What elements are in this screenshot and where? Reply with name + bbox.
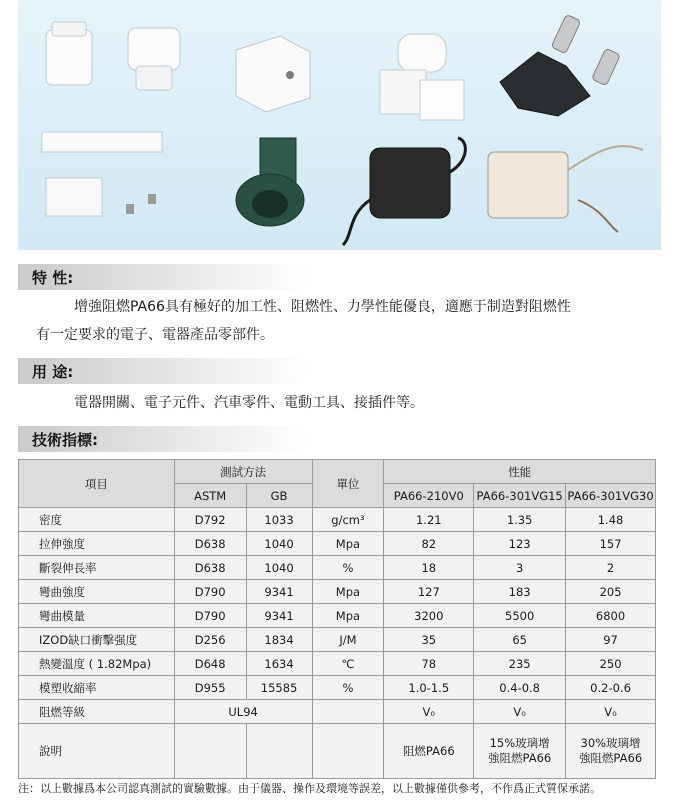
row-astm: D792 <box>174 508 246 532</box>
small-parts-icon <box>46 178 156 216</box>
row-astm: D648 <box>174 652 246 676</box>
row-gb: 15585 <box>246 676 312 700</box>
row-value-3: 157 <box>566 532 656 556</box>
lamp-holder-icon <box>46 22 180 90</box>
flame-value-3: V₀ <box>566 700 656 724</box>
flame-unit <box>312 700 384 724</box>
row-gb: 9341 <box>246 580 312 604</box>
row-value-3: 2 <box>566 556 656 580</box>
row-unit: % <box>312 556 384 580</box>
features-heading: 特 性: <box>32 269 74 287</box>
row-value-2: 235 <box>474 652 566 676</box>
table-row <box>19 628 656 652</box>
row-value-1: 35 <box>384 628 474 652</box>
row-value-3: 205 <box>566 580 656 604</box>
row-value-1: 82 <box>384 532 474 556</box>
header-grade-2: PA66-301VG15 <box>474 484 566 508</box>
table-header-row <box>19 460 656 484</box>
table-row <box>19 508 656 532</box>
usage-heading: 用 途: <box>32 363 74 381</box>
row-astm: D790 <box>174 604 246 628</box>
header-test-method: 測試方法 <box>174 460 312 484</box>
desc-value-2: 15%玻璃增 強阻燃PA66 <box>474 724 566 779</box>
features-line-2: 有一定要求的電子、電器產品零部件。 <box>36 327 274 343</box>
header-unit: 單位 <box>312 460 384 508</box>
green-part-icon <box>236 138 304 226</box>
header-grade-1: PA66-210V0 <box>384 484 474 508</box>
header-grade-3: PA66-301VG30 <box>566 484 656 508</box>
row-value-1: 18 <box>384 556 474 580</box>
row-astm: D790 <box>174 580 246 604</box>
desc-unit <box>312 724 384 779</box>
row-name: 彎曲模量 <box>19 604 175 628</box>
row-astm: D256 <box>174 628 246 652</box>
row-gb: 1834 <box>246 628 312 652</box>
spec-table <box>18 459 656 779</box>
desc-name: 說明 <box>19 724 175 779</box>
row-unit: g/cm³ <box>312 508 384 532</box>
row-unit: Mpa <box>312 604 384 628</box>
row-astm: D638 <box>174 556 246 580</box>
row-value-2: 65 <box>474 628 566 652</box>
row-unit: % <box>312 676 384 700</box>
flame-method: UL94 <box>174 700 312 724</box>
row-value-1: 3200 <box>384 604 474 628</box>
product-photo <box>18 0 661 250</box>
row-value-3: 97 <box>566 628 656 652</box>
desc-gb <box>246 724 312 779</box>
table-row <box>19 676 656 700</box>
flame-name: 阻燃等級 <box>19 700 175 724</box>
table-row-desc <box>19 724 656 779</box>
header-gb: GB <box>246 484 312 508</box>
flame-value-2: V₀ <box>474 700 566 724</box>
probe-plug-icon <box>500 14 620 116</box>
row-unit: Mpa <box>312 532 384 556</box>
flame-value-1: V₀ <box>384 700 474 724</box>
table-row <box>19 580 656 604</box>
strip-part-icon <box>42 132 162 152</box>
row-value-3: 6800 <box>566 604 656 628</box>
specs-heading-bar <box>18 426 308 452</box>
header-performance: 性能 <box>384 460 656 484</box>
row-value-2: 0.4-0.8 <box>474 676 566 700</box>
row-value-2: 3 <box>474 556 566 580</box>
beige-adapter-icon <box>488 146 643 232</box>
row-value-3: 250 <box>566 652 656 676</box>
product-photo-icon <box>18 0 661 250</box>
row-gb: 9341 <box>246 604 312 628</box>
header-item: 項目 <box>19 460 175 508</box>
row-value-1: 127 <box>384 580 474 604</box>
row-name: 熱變溫度 ( 1.82Mpa) <box>19 652 175 676</box>
row-value-1: 78 <box>384 652 474 676</box>
row-gb: 1634 <box>246 652 312 676</box>
row-gb: 1040 <box>246 556 312 580</box>
black-adapter-icon <box>343 138 465 245</box>
specs-heading: 技術指標: <box>32 431 98 449</box>
row-value-2: 183 <box>474 580 566 604</box>
row-name: 彎曲強度 <box>19 580 175 604</box>
features-heading-bar <box>18 264 308 290</box>
row-unit: J/M <box>312 628 384 652</box>
row-value-1: 1.21 <box>384 508 474 532</box>
table-row <box>19 604 656 628</box>
table-row-flame <box>19 700 656 724</box>
row-unit: ℃ <box>312 652 384 676</box>
row-astm: D955 <box>174 676 246 700</box>
row-value-2: 123 <box>474 532 566 556</box>
footnote: 注：以上數據爲本公司認真測試的實驗數據。由于儀器、操作及環境等誤差，以上數據僅供參考，不作爲正式質保承諾。 <box>18 782 601 795</box>
usage-heading-bar <box>18 358 308 384</box>
features-line-1: 增強阻燃PA66具有極好的加工性、阻燃性、力學性能優良，適應于制造對阻燃性 <box>74 299 571 315</box>
desc-astm <box>174 724 246 779</box>
connector-icon <box>380 34 464 120</box>
row-name: 拉伸強度 <box>19 532 175 556</box>
row-name: IZOD缺口衝擊强度 <box>19 628 175 652</box>
row-value-3: 0.2-0.6 <box>566 676 656 700</box>
desc-value-3: 30%玻璃增 強阻燃PA66 <box>566 724 656 779</box>
header-astm: ASTM <box>174 484 246 508</box>
table-row <box>19 556 656 580</box>
row-value-2: 1.35 <box>474 508 566 532</box>
row-astm: D638 <box>174 532 246 556</box>
table-row <box>19 532 656 556</box>
row-name: 模塑收縮率 <box>19 676 175 700</box>
row-gb: 1033 <box>246 508 312 532</box>
usage-line-1: 電器開關、電子元件、汽車零件、電動工具、接插件等。 <box>74 395 424 411</box>
row-value-1: 1.0-1.5 <box>384 676 474 700</box>
row-gb: 1040 <box>246 532 312 556</box>
table-row <box>19 652 656 676</box>
row-value-3: 1.48 <box>566 508 656 532</box>
desc-value-1: 阻燃PA66 <box>384 724 474 779</box>
row-name: 斷裂伸長率 <box>19 556 175 580</box>
row-name: 密度 <box>19 508 175 532</box>
row-value-2: 5500 <box>474 604 566 628</box>
row-unit: Mpa <box>312 580 384 604</box>
switch-housing-icon <box>236 36 310 112</box>
